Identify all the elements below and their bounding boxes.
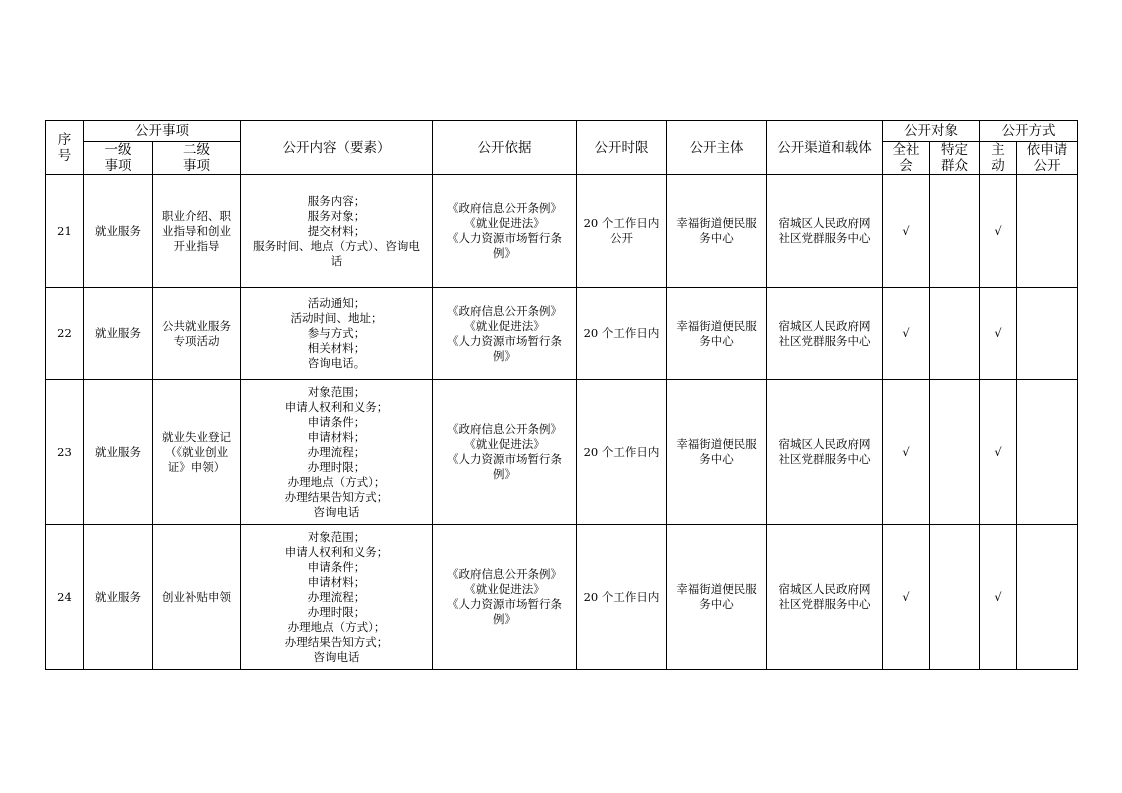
table-row [46,175,1078,288]
cell-basis: 《政府信息公开条例》 《就业促进法》 《人力资源市场暂行条 例》 [433,525,577,670]
cell-level1: 就业服务 [84,175,153,288]
cell-level2: 职业介绍、职 业指导和创业 开业指导 [153,175,241,288]
cell-channel: 宿城区人民政府网 社区党群服务中心 [767,380,883,525]
cell-target-all: √ [883,288,930,380]
table-row [46,380,1078,525]
cell-level1: 就业服务 [84,288,153,380]
cell-content: 对象范围； 申请人权利和义务； 申请条件； 申请材料； 办理流程； 办理时限； 办理地点（方式）； 办理结果告知方式； 咨询电话 [241,380,433,525]
cell-method-apply [1017,380,1078,525]
cell-target-all: √ [883,175,930,288]
header-method-active: 主 动 [980,142,1017,175]
cell-time-limit: 20 个工作日内 [577,525,667,670]
cell-method-apply [1017,288,1078,380]
header-content: 公开内容（要素） [241,121,433,175]
cell-level2: 创业补贴申领 [153,525,241,670]
cell-target-specific [930,288,980,380]
cell-subject: 幸福街道便民服 务中心 [667,380,767,525]
cell-content: 服务内容； 服务对象； 提交材料； 服务时间、地点（方式）、咨询电 话 [241,175,433,288]
cell-method-active: √ [980,288,1017,380]
cell-subject: 幸福街道便民服 务中心 [667,175,767,288]
cell-target-all: √ [883,525,930,670]
cell-channel: 宿城区人民政府网 社区党群服务中心 [767,175,883,288]
cell-basis: 《政府信息公开条例》 《就业促进法》 《人力资源市场暂行条 例》 [433,175,577,288]
header-channel: 公开渠道和载体 [767,121,883,175]
cell-channel: 宿城区人民政府网 社区党群服务中心 [767,288,883,380]
cell-method-active: √ [980,525,1017,670]
cell-basis: 《政府信息公开条例》 《就业促进法》 《人力资源市场暂行条 例》 [433,288,577,380]
header-target-group: 公开对象 [883,121,980,142]
cell-method-apply [1017,525,1078,670]
cell-time-limit: 20 个工作日内 [577,380,667,525]
header-target-specific: 特定 群众 [930,142,980,175]
header-level2: 二级 事项 [153,142,241,175]
cell-method-active: √ [980,175,1017,288]
cell-seq: 22 [46,288,84,380]
cell-subject: 幸福街道便民服 务中心 [667,525,767,670]
header-level1: 一级 事项 [84,142,153,175]
header-time-limit: 公开时限 [577,121,667,175]
cell-level1: 就业服务 [84,380,153,525]
table-row [46,525,1078,670]
header-target-all: 全社 会 [883,142,930,175]
table-row [46,288,1078,380]
cell-method-active: √ [980,380,1017,525]
cell-seq: 24 [46,525,84,670]
cell-content: 活动通知； 活动时间、地址； 参与方式； 相关材料； 咨询电话。 [241,288,433,380]
cell-target-all: √ [883,380,930,525]
cell-target-specific [930,525,980,670]
cell-target-specific [930,175,980,288]
header-seq: 序 号 [46,121,84,175]
cell-seq: 23 [46,380,84,525]
header-method-group: 公开方式 [980,121,1078,142]
cell-time-limit: 20 个工作日内 公开 [577,175,667,288]
cell-level2: 就业失业登记 （《就业创业 证》申领） [153,380,241,525]
header-subject: 公开主体 [667,121,767,175]
cell-time-limit: 20 个工作日内 [577,288,667,380]
cell-subject: 幸福街道便民服 务中心 [667,288,767,380]
cell-level1: 就业服务 [84,525,153,670]
cell-channel: 宿城区人民政府网 社区党群服务中心 [767,525,883,670]
cell-target-specific [930,380,980,525]
disclosure-table [45,120,1078,670]
header-basis: 公开依据 [433,121,577,175]
cell-level2: 公共就业服务 专项活动 [153,288,241,380]
header-method-apply: 依申请 公开 [1017,142,1078,175]
cell-basis: 《政府信息公开条例》 《就业促进法》 《人力资源市场暂行条 例》 [433,380,577,525]
cell-content: 对象范围； 申请人权利和义务； 申请条件； 申请材料； 办理流程； 办理时限； 办理地点（方式）； 办理结果告知方式； 咨询电话 [241,525,433,670]
header-items-group: 公开事项 [84,121,241,142]
cell-method-apply [1017,175,1078,288]
cell-seq: 21 [46,175,84,288]
